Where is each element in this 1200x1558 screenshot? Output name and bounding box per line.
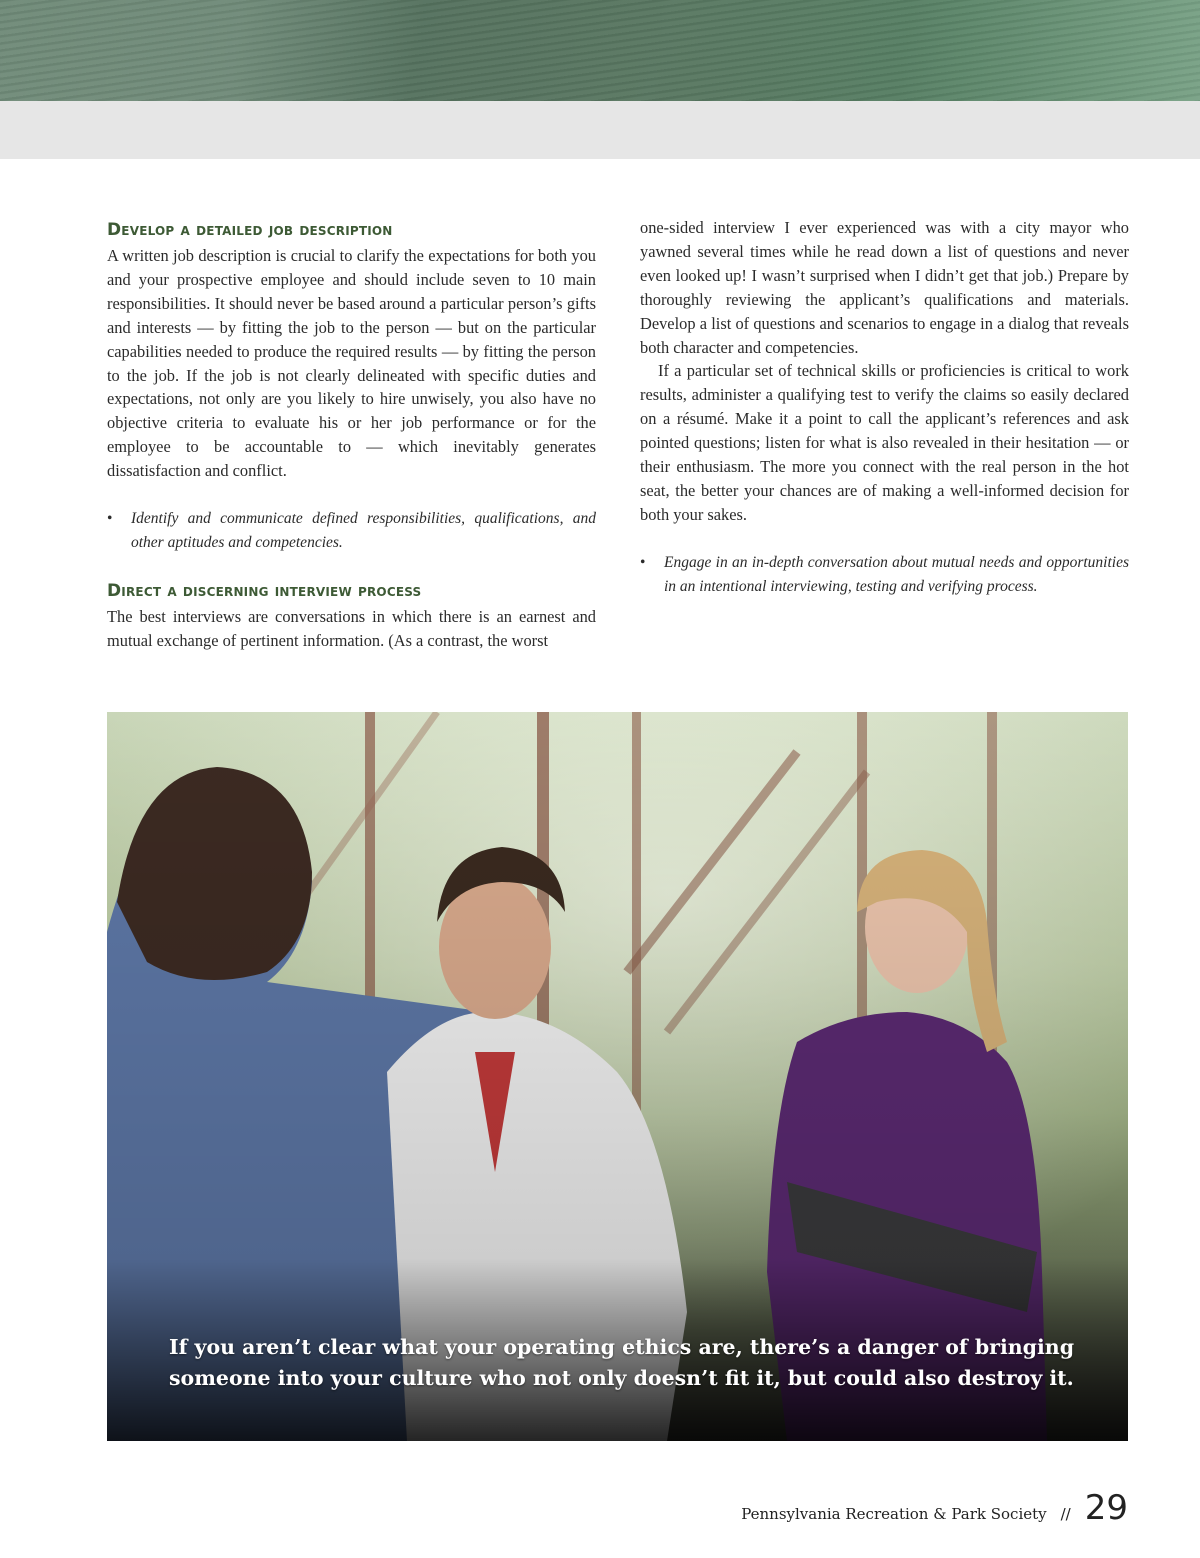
bullet-text: Identify and communicate defined responsibilities, qualifications, and other aptitudes and competencies.	[131, 510, 596, 552]
left-column	[107, 218, 596, 653]
bullet-text: Engage in an in-depth conversation about mutual needs and opportunities in an intentional interviewing, testing and verifying process.	[664, 553, 1129, 595]
bullet-item	[640, 551, 1129, 599]
photo-caption: If you aren’t clear what your operating ethics are, there’s a danger of bringing someone into your culture who not only doesn’t fit it, but could also destroy it.	[169, 1335, 1075, 1390]
page-footer	[741, 1488, 1128, 1528]
paragraph-job-description: A written job description is crucial to clarify the expectations for both you and your prospective employee and should include seven to 10 main responsibilities. It should never be based around a particular person’s gifts and interests — by fitting the job to the person — but on the particular capabilities needed to produce the required results — by fitting the person to the job. If the job is not clearly delineated with specific duties and expectations, not only are you likely to hire unwisely, you also have no objective criteria to evaluate his or her job performance or for the employee to be accountable to — which inevitably generates dissatisfaction and conflict.	[107, 246, 596, 481]
paragraph-qualifying-test: If a particular set of technical skills or proficiencies is critical to work results, administer a qualifying test to verify the claims so easily declared on a résumé. Make it a point to call the applicant’s references and ask pointed questions; listen for what is also revealed in their hesitation — or their enthusiasm. The more you connect with the real person in the hot seat, the better your chances are of making a well-informed decision for both your sakes.	[640, 361, 1129, 524]
heading-interview-process: Direct a discerning interview process	[107, 581, 422, 602]
paragraph-interview-continued: one-sided interview I ever experienced was with a city mayor who yawned several times while he read down a list of questions and never even looked up! I wasn’t surprised when I didn’t get that job.) Prepare by thoroughly reviewing the applicant’s qualifications and materials. Develop a list of questions and scenarios to engage in a dialog that reveals both character and competencies.	[640, 218, 1129, 357]
page-number: 29	[1084, 1488, 1128, 1528]
bullet-item	[107, 507, 596, 555]
interview-photo	[107, 712, 1128, 1441]
heading-job-description: Develop a detailed job description	[107, 220, 393, 240]
header-band	[0, 101, 1200, 159]
paragraph-interview-intro: The best interviews are conversations in which there is an earnest and mutual exchange of pertinent information. (As a contrast, the worst	[107, 607, 596, 650]
bullet-glyph: •	[640, 553, 646, 571]
right-column	[640, 216, 1129, 599]
footer-separator: //	[1060, 1505, 1071, 1523]
top-banner-image	[0, 0, 1200, 101]
footer-organization: Pennsylvania Recreation & Park Society	[741, 1505, 1047, 1523]
bullet-glyph: •	[107, 510, 113, 528]
